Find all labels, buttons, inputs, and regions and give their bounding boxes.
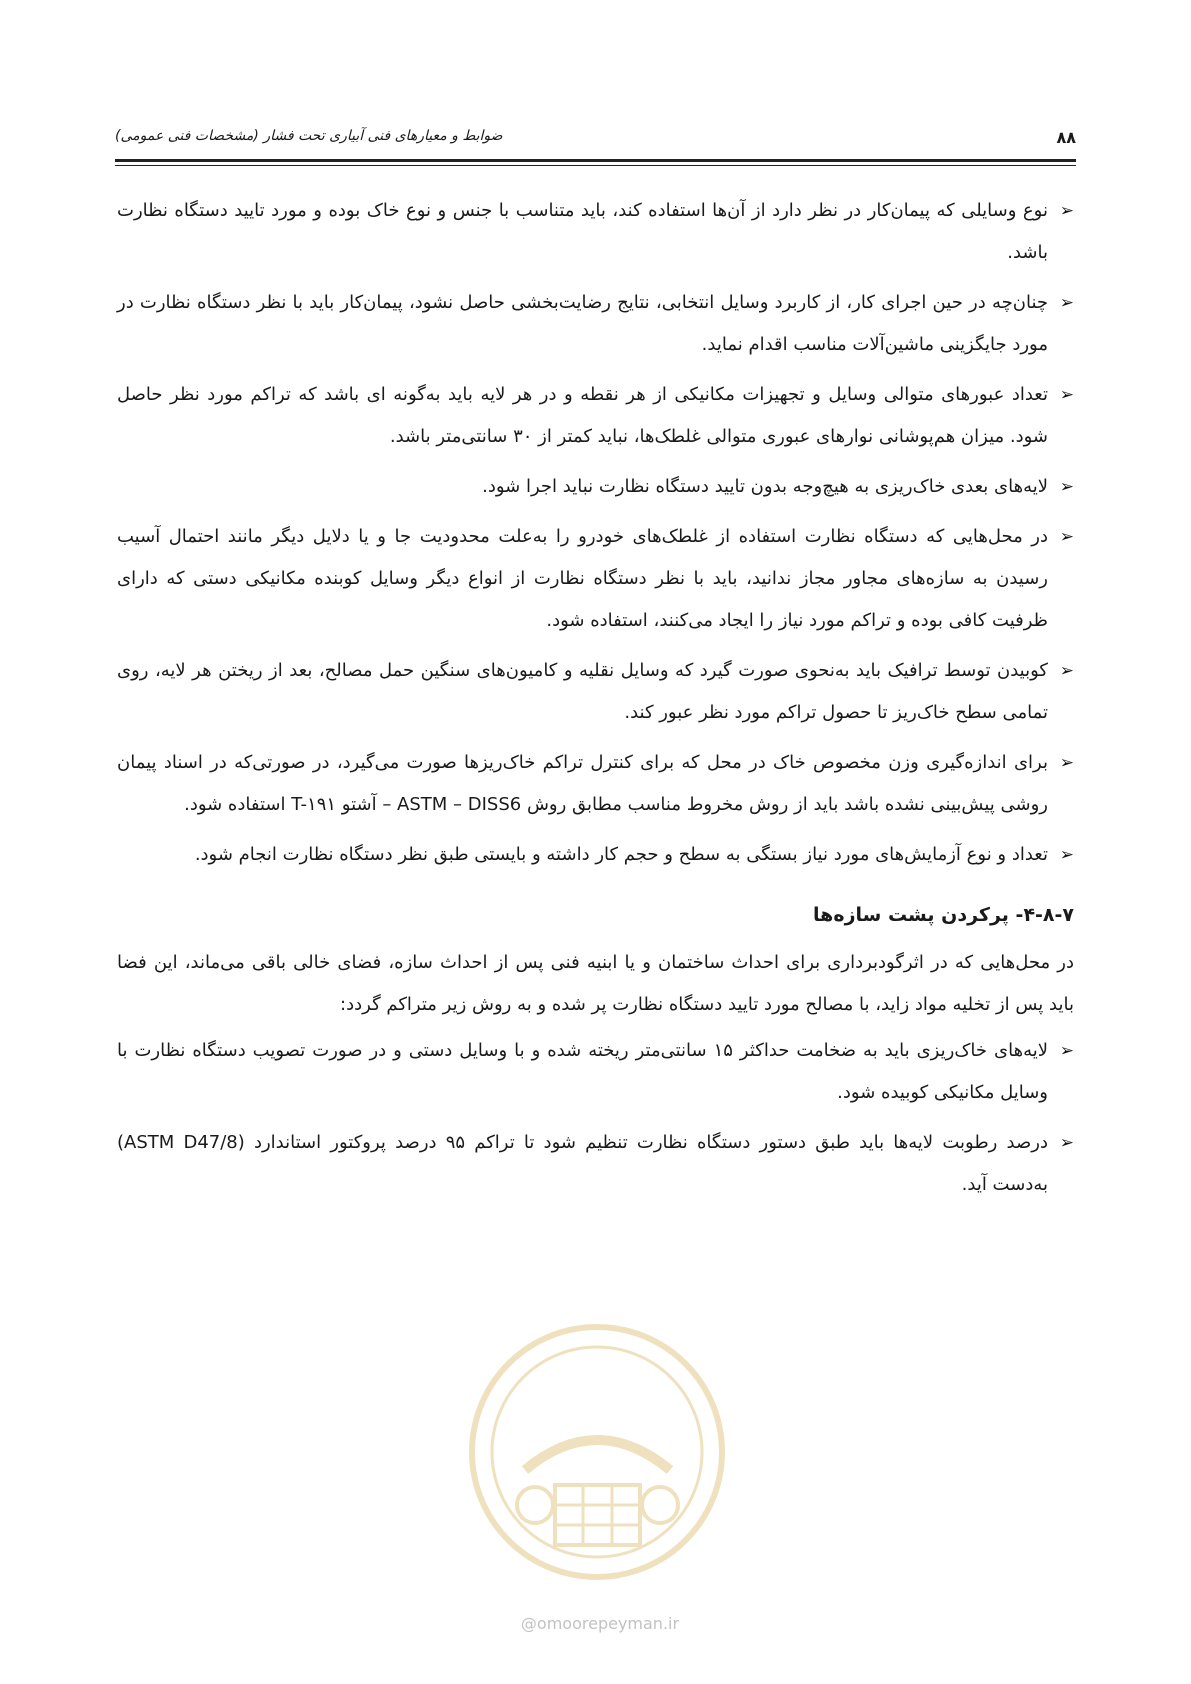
list-item (117, 834, 1074, 876)
page-header (115, 128, 1076, 152)
list-item (117, 466, 1074, 508)
header-rule-thin (115, 165, 1076, 166)
bullet-list-2 (117, 1030, 1074, 1206)
list-item (117, 1030, 1074, 1114)
list-item-text: تعداد و نوع آزمایش‌های مورد نیاز بستگی به سطح و حجم کار داشته و بایستی طبق نظر دستگاه نظارت انجام شود. (194, 844, 1048, 865)
list-item (117, 1122, 1074, 1206)
bullet-list-1 (117, 190, 1074, 876)
list-item (117, 650, 1074, 734)
list-item (117, 516, 1074, 642)
list-item-text: نوع وسایلی که پیمان‌کار در نظر دارد از آن‌ها استفاده کند، باید متناسب با جنس و نوع خاک بوده و مورد تایید دستگاه نظارت باشد. (117, 200, 1048, 263)
list-item-text: در محل‌هایی که دستگاه نظارت استفاده از غلطک‌های خودرو را به‌علت محدودیت جا و یا دلایل دیگر مانند احتمال آسیب رسیدن به سازه‌های مجاور مجاز ندانید، باید با نظر دستگاه نظارت از انواع دیگر وسایل کوبنده مکانیکی دستی که دارای ظرفیت کافی بوده و تراکم مورد نیاز را ایجاد می‌کنند، استفاده شود. (117, 526, 1048, 631)
arrow-bullet-icon: ➢ (1059, 845, 1074, 865)
arrow-bullet-icon: ➢ (1059, 1041, 1074, 1061)
list-item (117, 282, 1074, 366)
watermark-seal-icon (465, 1320, 730, 1585)
list-item-text: تعداد عبورهای متوالی وسایل و تجهیزات مکانیکی از هر نقطه و در هر لایه باید به‌گونه ای باشد که تراکم مورد نظر حاصل شود. میزان هم‌پوشانی نوارهای عبوری متوالی غلطک‌ها، نباید کمتر از ۳۰ سانتی‌متر باشد. (117, 384, 1048, 447)
header-title: ضوابط و معیارهای فنی آبیاری تحت فشار (مشخصات فنی عمومی) (115, 128, 503, 144)
arrow-bullet-icon: ➢ (1059, 385, 1074, 405)
arrow-bullet-icon: ➢ (1059, 477, 1074, 497)
arrow-bullet-icon: ➢ (1059, 201, 1074, 221)
arrow-bullet-icon: ➢ (1059, 293, 1074, 313)
list-item (117, 374, 1074, 458)
list-item-text: کوبیدن توسط ترافیک باید به‌نحوی صورت گیرد که وسایل نقلیه و کامیون‌های سنگین حمل مصالح، بعد از ریختن هر لایه، روی تمامی سطح خاک‌ریز تا حصول تراکم مورد نظر عبور کند. (117, 660, 1048, 723)
list-item (117, 190, 1074, 274)
watermark-text: @omoorepeyman.ir (520, 1614, 680, 1633)
section-title: ۴-۸-۷- پرکردن پشت سازه‌ها (813, 904, 1074, 926)
page-number: ۸۸ (1056, 128, 1076, 147)
page-content (117, 190, 1074, 1214)
header-rule-thick (115, 159, 1076, 162)
list-item-text: لایه‌های بعدی خاک‌ریزی به هیچ‌وجه بدون تایید دستگاه نظارت نباید اجرا شود. (482, 476, 1048, 497)
list-item-text: برای اندازه‌گیری وزن مخصوص خاک در محل که برای کنترل تراکم خاک‌ریزها صورت می‌گیرد، در صورتی‌که در اسناد پیمان روشی پیش‌بینی نشده باشد باید از روش مخروط مناسب مطابق روش ASTM – DISS6 – آشتو T-۱۹۱ استفاده شود. (117, 752, 1048, 815)
list-item (117, 742, 1074, 826)
list-item-text: چنان‌چه در حین اجرای کار، از کاربرد وسایل انتخابی، نتایج رضایت‌بخشی حاصل نشود، پیمان‌کار باید با نظر دستگاه نظارت در مورد جایگزینی ماشین‌آلات مناسب اقدام نماید. (117, 292, 1048, 355)
arrow-bullet-icon: ➢ (1059, 527, 1074, 547)
arrow-bullet-icon: ➢ (1059, 661, 1074, 681)
section-paragraph: در محل‌هایی که در اثرگودبرداری برای احداث ساختمان و یا ابنیه فنی پس از احداث سازه، فضای خالی باقی می‌ماند، این فضا باید پس از تخلیه مواد زاید، با مصالح مورد تایید دستگاه نظارت پر شده و به روش زیر متراکم گردد: (117, 952, 1074, 1015)
list-item-text: لایه‌های خاک‌ریزی باید به ضخامت حداکثر ۱۵ سانتی‌متر ریخته شده و با وسایل دستی و در صورت تصویب دستگاه نظارت با وسایل مکانیکی کوبیده شود. (117, 1040, 1048, 1103)
arrow-bullet-icon: ➢ (1059, 1133, 1074, 1153)
list-item-text: درصد رطوبت لایه‌ها باید طبق دستور دستگاه نظارت تنظیم شود تا تراکم ۹۵ درصد پروکتور استاندارد (ASTM D47/8) به‌دست آید. (117, 1132, 1048, 1195)
arrow-bullet-icon: ➢ (1059, 753, 1074, 773)
